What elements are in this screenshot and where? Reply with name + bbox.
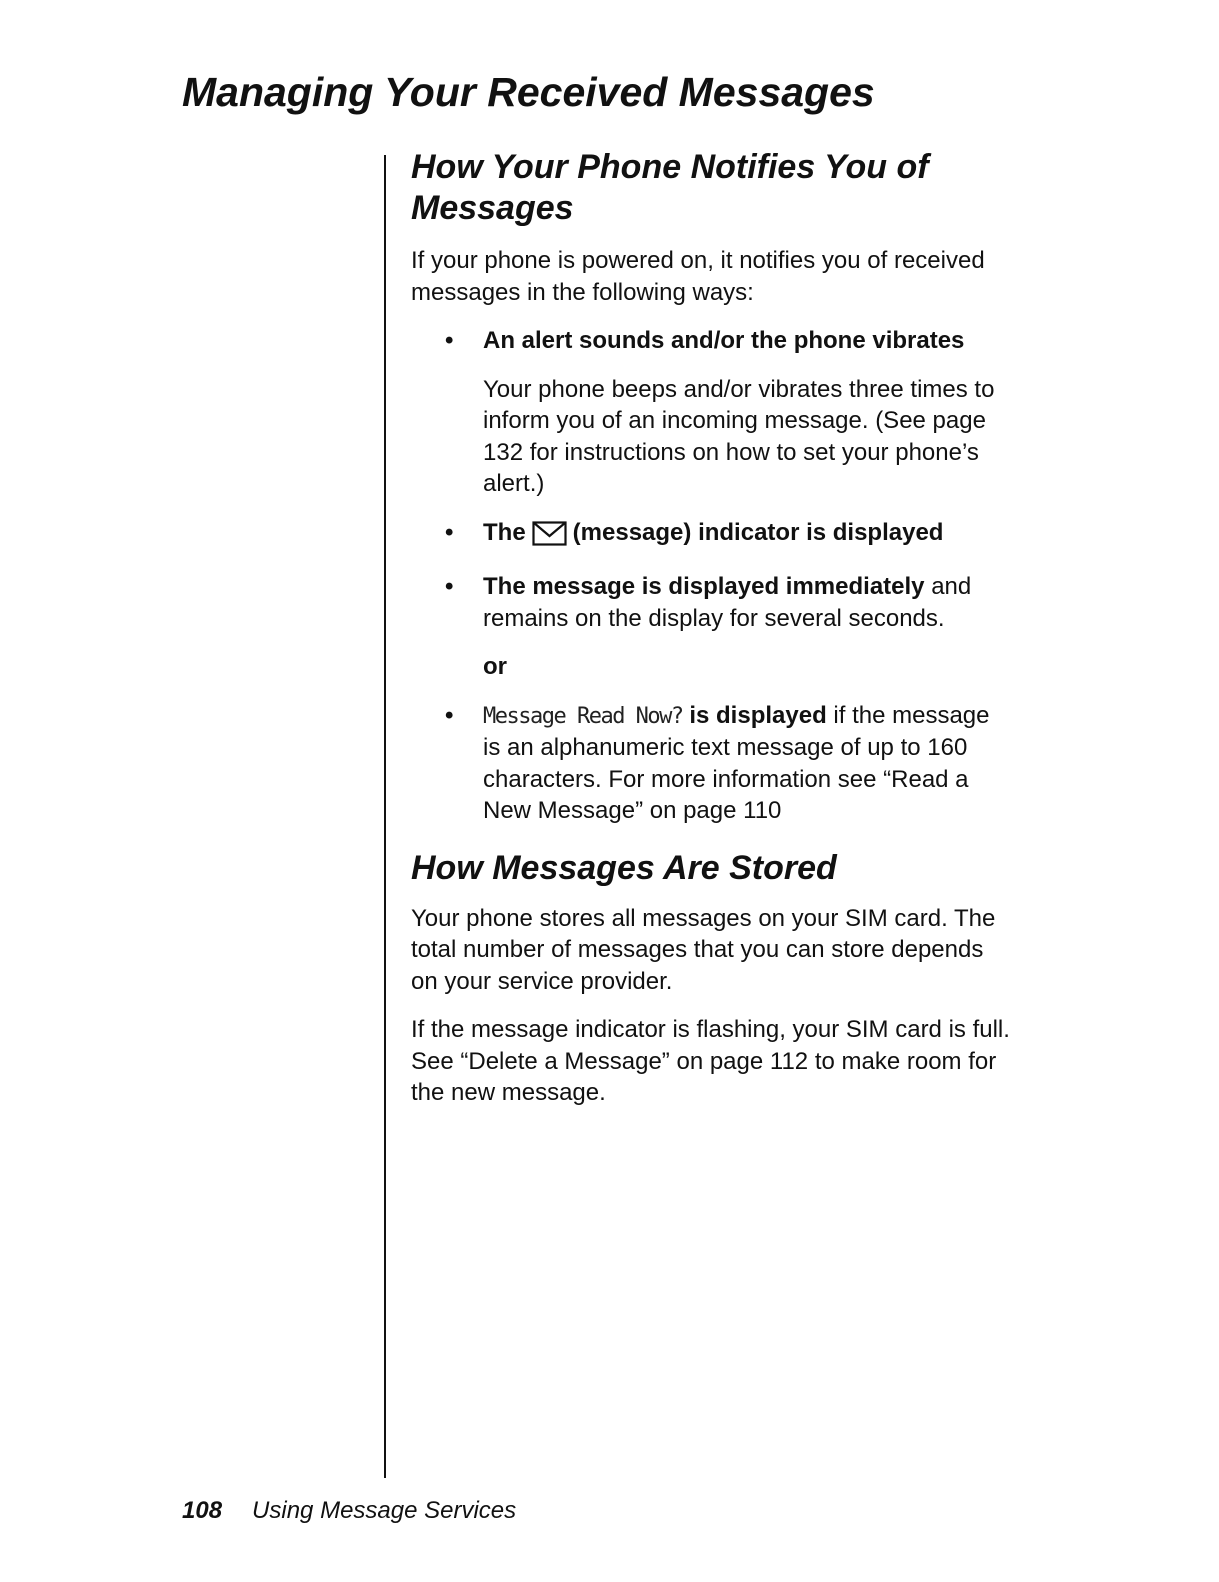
or-separator: or	[483, 653, 507, 680]
bullet-icon: •	[445, 327, 454, 354]
bullet-read-now-label: is displayed	[682, 701, 827, 729]
notifications-intro: If your phone is powered on, it notifies you of received messages in the following ways:	[411, 247, 985, 306]
bullet-alert-label: An alert sounds and/or the phone vibrates	[483, 327, 965, 354]
section-heading-storage: How Messages Are Stored	[411, 848, 837, 887]
page-title: Managing Your Received Messages	[182, 69, 875, 115]
bullet-icon: •	[445, 518, 454, 546]
bullet-displayed-label: The message is displayed immediately	[483, 573, 925, 600]
storage-para-2: If the message indicator is flashing, your SIM card is full. See “Delete a Message” on page 112 to make room for the new message.	[411, 1016, 1010, 1106]
bullet-read-now-rest: if the message is an alphanumeric text message of up to 160 characters. For more information see “Read a New Message” on page 110	[483, 701, 990, 824]
bullet-icon: •	[445, 573, 454, 600]
page-number: 108	[182, 1497, 223, 1524]
display-text-read-now: Message Read Now?	[483, 703, 683, 729]
list-item	[411, 571, 1011, 634]
notification-list-alt	[411, 700, 1011, 827]
bullet-icon: •	[445, 701, 454, 729]
bullet-read-now-text	[483, 700, 1011, 827]
notification-list	[411, 325, 1011, 357]
main-content	[411, 147, 1011, 1126]
list-item	[411, 700, 1011, 827]
indicator-label-before: The	[483, 518, 526, 546]
storage-para-1: Your phone stores all messages on your SIM card. The total number of messages that you can store depends on your service provider.	[411, 904, 996, 995]
indicator-label-after: (message) indicator is displayed	[572, 518, 944, 546]
vertical-rule	[384, 155, 386, 1478]
envelope-icon	[532, 521, 567, 555]
list-item	[411, 517, 1011, 555]
bullet-displayed-rest: and remains on the display for several seconds.	[483, 573, 972, 632]
bullet-displayed-text	[483, 571, 1011, 634]
list-item	[411, 325, 1011, 357]
page-footer	[182, 1496, 516, 1526]
notification-list-continued	[411, 517, 1011, 635]
bullet-alert-detail: Your phone beeps and/or vibrates three times to inform you of an incoming message. (See page 132 for instructions on how to set your phone’s alert.)	[483, 375, 995, 497]
section-heading-notifications: How Your Phone Notifies You of Messages	[411, 148, 929, 227]
bullet-indicator-label	[483, 517, 1011, 555]
footer-section-title: Using Message Services	[252, 1497, 517, 1524]
